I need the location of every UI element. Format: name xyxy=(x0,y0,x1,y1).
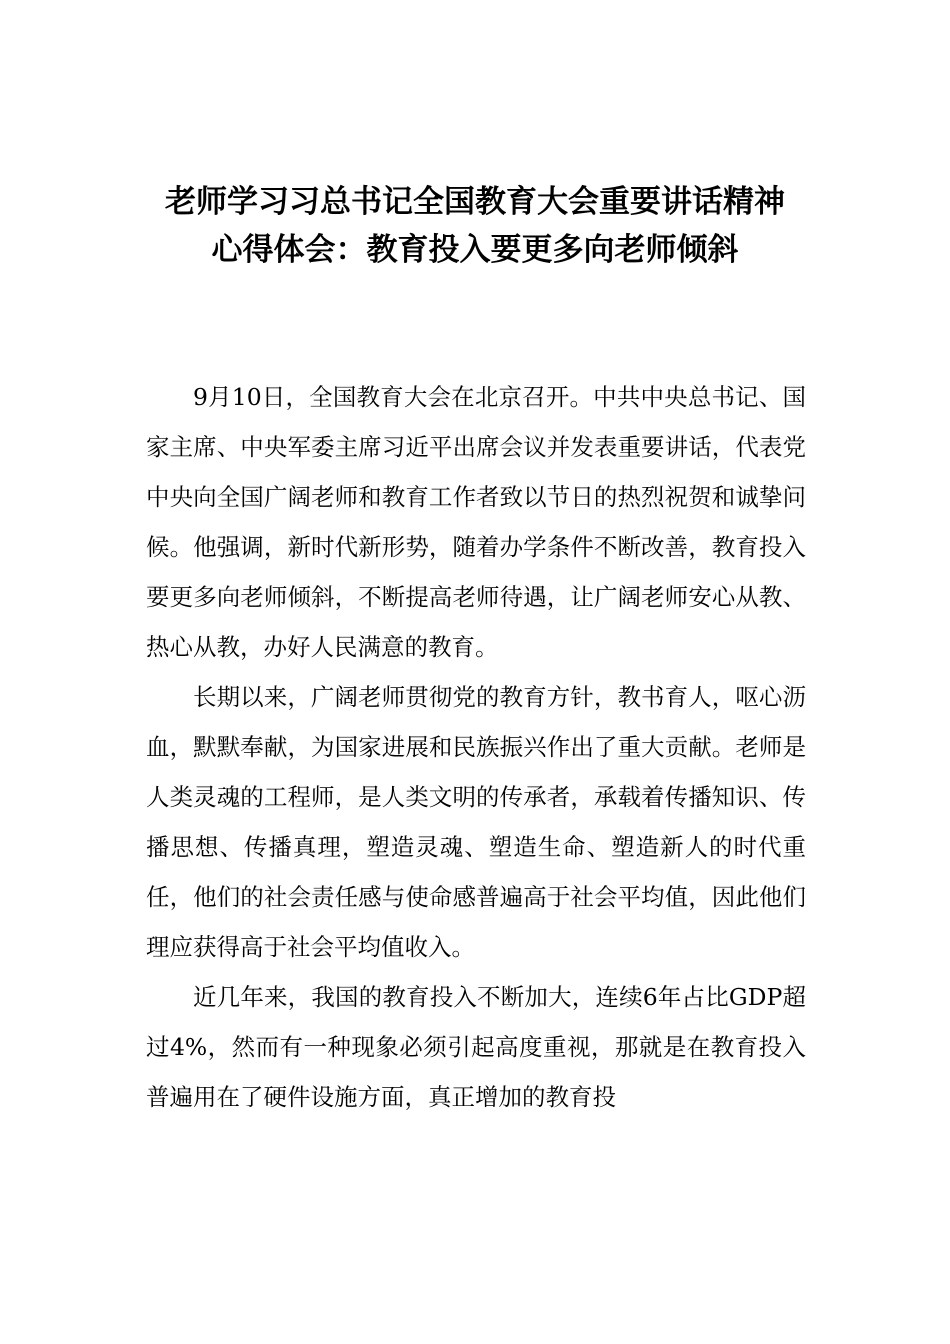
document-title: 老师学习习总书记全国教育大会重要讲话精神心得体会：教育投入要更多向老师倾斜 xyxy=(165,184,785,268)
document-body xyxy=(146,372,806,1122)
paragraph-2: 长期以来，广阔老师贯彻党的教育方针，教书育人，呕心沥血，默默奉献，为国家进展和民族振兴作出了重大贡献。老师是人类灵魂的工程师，是人类文明的传承者，承载着传播知识、传播思想、传播真理，塑造灵魂、塑造生命、塑造新人的时代重任，他们的社会责任感与使命感普遍高于社会平均值，因此他们理应获得高于社会平均值收入。 xyxy=(146,683,806,961)
paragraph-1: 9月10日，全国教育大会在北京召开。中共中央总书记、国家主席、中央军委主席习近平出席会议并发表重要讲话，代表党中央向全国广阔老师和教育工作者致以节日的热烈祝贺和诚挚问候。他强调，新时代新形势，随着办学条件不断改善，教育投入要更多向老师倾斜，不断提高老师待遇，让广阔老师安心从教、热心从教，办好人民满意的教育。 xyxy=(146,383,806,661)
paragraph-3: 近几年来，我国的教育投入不断加大，连续6年占比GDP超过4%，然而有一种现象必须引起高度重视，那就是在教育投入普遍用在了硬件设施方面，真正增加的教育投 xyxy=(146,983,806,1111)
